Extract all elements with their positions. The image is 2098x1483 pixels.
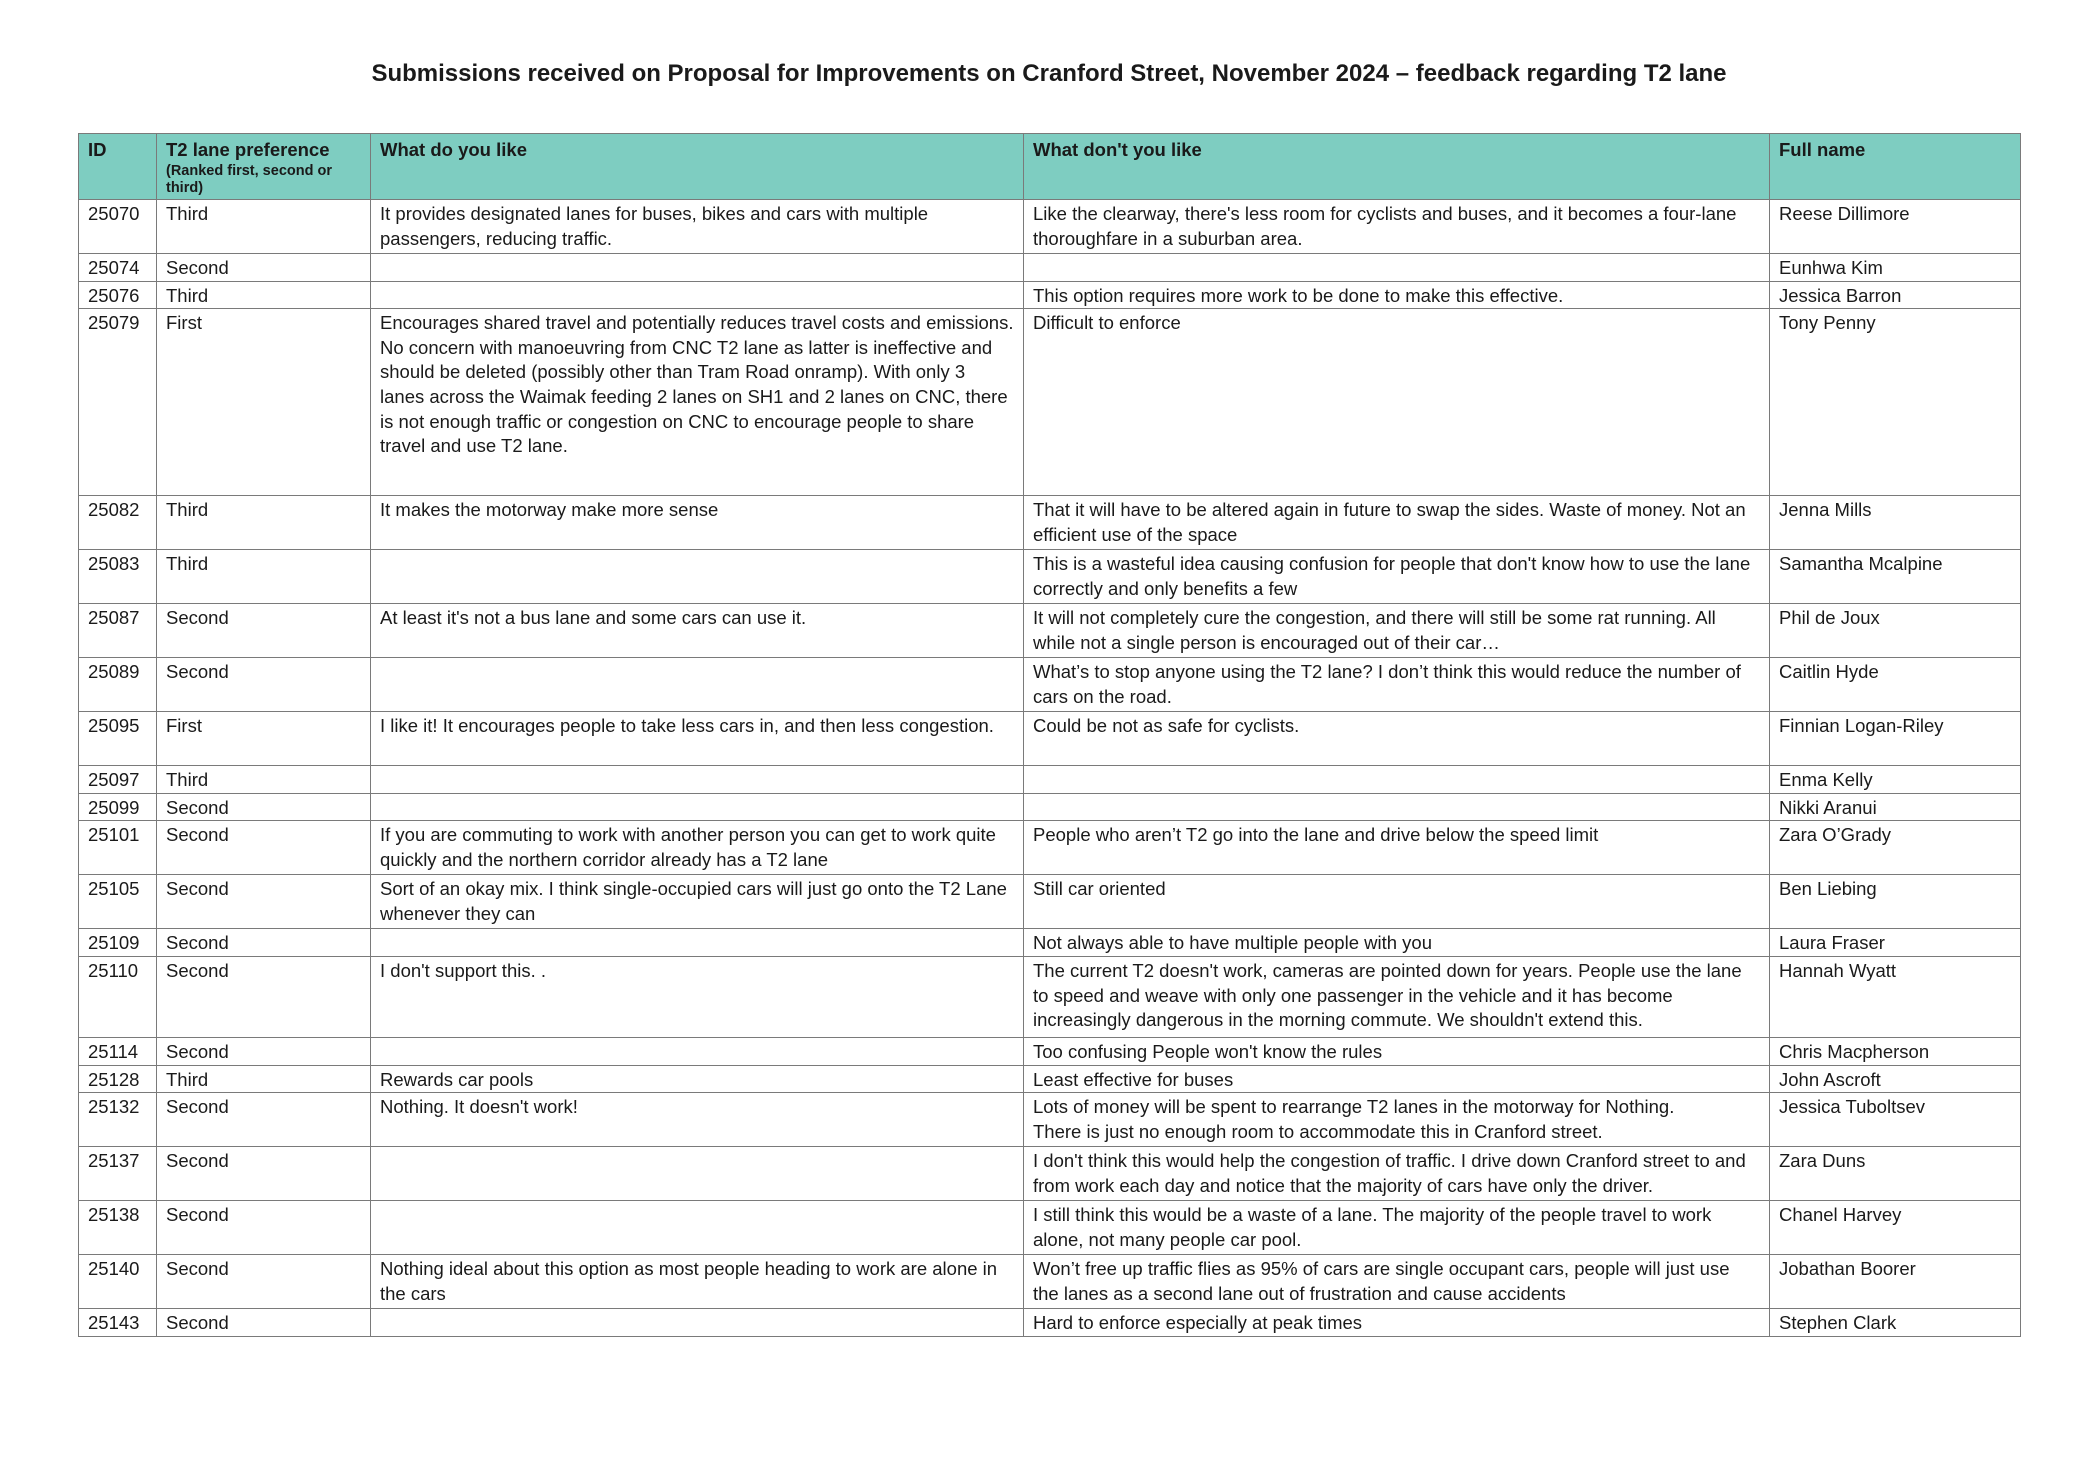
cell-name: Jessica Barron xyxy=(1770,281,2021,309)
table-row xyxy=(79,254,2021,282)
cell-like: I like it! It encourages people to take less cars in, and then less congestion. xyxy=(371,712,1024,766)
cell-preference: Second xyxy=(157,1255,371,1309)
table-row xyxy=(79,281,2021,309)
cell-like: At least it's not a bus lane and some cars can use it. xyxy=(371,604,1024,658)
cell-dislike: Lots of money will be spent to rearrange T2 lanes in the motorway for Nothing. There is just no enough room to accommodate this in Cranford street. xyxy=(1024,1093,1770,1147)
cell-id: 25076 xyxy=(79,281,157,309)
cell-preference: Third xyxy=(157,1065,371,1093)
cell-preference: Second xyxy=(157,793,371,821)
cell-preference: Third xyxy=(157,200,371,254)
cell-id: 25132 xyxy=(79,1093,157,1147)
table-row xyxy=(79,309,2021,496)
table-row xyxy=(79,1093,2021,1147)
cell-preference: Second xyxy=(157,1093,371,1147)
cell-dislike: I don't think this would help the congestion of traffic. I drive down Cranford street to and from work each day and notice that the majority of cars have only the driver. xyxy=(1024,1147,1770,1201)
cell-like: Encourages shared travel and potentially reduces travel costs and emissions. No concern with manoeuvring from CNC T2 lane as latter is ineffective and should be deleted (possibly other than Tram Road onramp). With only 3 lanes across the Waimak feeding 2 lanes on SH1 and 2 lanes on CNC, there is not enough traffic or congestion on CNC to encourage people to share travel and use T2 lane. xyxy=(371,309,1024,496)
cell-dislike: Not always able to have multiple people with you xyxy=(1024,929,1770,957)
header-name: Full name xyxy=(1770,134,2021,200)
cell-preference: Third xyxy=(157,766,371,794)
table-row xyxy=(79,550,2021,604)
cell-name: Enma Kelly xyxy=(1770,766,2021,794)
cell-name: Caitlin Hyde xyxy=(1770,658,2021,712)
header-like: What do you like xyxy=(371,134,1024,200)
cell-name: Nikki Aranui xyxy=(1770,793,2021,821)
cell-dislike: Least effective for buses xyxy=(1024,1065,1770,1093)
table-row xyxy=(79,658,2021,712)
table-row xyxy=(79,1147,2021,1201)
cell-id: 25114 xyxy=(79,1037,157,1065)
cell-name: Ben Liebing xyxy=(1770,875,2021,929)
cell-id: 25074 xyxy=(79,254,157,282)
cell-dislike: Too confusing People won't know the rules xyxy=(1024,1037,1770,1065)
cell-like: It provides designated lanes for buses, bikes and cars with multiple passengers, reducing traffic. xyxy=(371,200,1024,254)
cell-id: 25140 xyxy=(79,1255,157,1309)
cell-like xyxy=(371,254,1024,282)
cell-dislike: People who aren’t T2 go into the lane and drive below the speed limit xyxy=(1024,821,1770,875)
cell-like: Sort of an okay mix. I think single-occupied cars will just go onto the T2 Lane whenever they can xyxy=(371,875,1024,929)
cell-preference: Third xyxy=(157,496,371,550)
cell-like: If you are commuting to work with another person you can get to work quite quickly and the northern corridor already has a T2 lane xyxy=(371,821,1024,875)
cell-name: Reese Dillimore xyxy=(1770,200,2021,254)
cell-preference: Second xyxy=(157,604,371,658)
cell-dislike: That it will have to be altered again in future to swap the sides. Waste of money. Not an efficient use of the space xyxy=(1024,496,1770,550)
header-preference xyxy=(157,134,371,200)
cell-preference: Second xyxy=(157,821,371,875)
cell-dislike: Still car oriented xyxy=(1024,875,1770,929)
table-row xyxy=(79,1037,2021,1065)
table-header-row xyxy=(79,134,2021,200)
submissions-table xyxy=(78,133,2021,1337)
cell-dislike xyxy=(1024,254,1770,282)
cell-preference: Third xyxy=(157,281,371,309)
cell-dislike xyxy=(1024,766,1770,794)
cell-dislike: It will not completely cure the congestion, and there will still be some rat running. All while not a single person is encouraged out of their car… xyxy=(1024,604,1770,658)
cell-dislike: The current T2 doesn't work, cameras are pointed down for years. People use the lane to speed and weave with only one passenger in the vehicle and it has become increasingly dangerous in the morning commute. We shouldn't extend this. xyxy=(1024,956,1770,1037)
cell-preference: First xyxy=(157,712,371,766)
cell-id: 25082 xyxy=(79,496,157,550)
cell-preference: Second xyxy=(157,1147,371,1201)
cell-id: 25087 xyxy=(79,604,157,658)
cell-dislike xyxy=(1024,793,1770,821)
table-row xyxy=(79,956,2021,1037)
cell-like: Nothing. It doesn't work! xyxy=(371,1093,1024,1147)
cell-id: 25079 xyxy=(79,309,157,496)
cell-name: Hannah Wyatt xyxy=(1770,956,2021,1037)
cell-preference: Second xyxy=(157,1037,371,1065)
cell-name: Jessica Tuboltsev xyxy=(1770,1093,2021,1147)
cell-id: 25138 xyxy=(79,1201,157,1255)
cell-dislike: This option requires more work to be done to make this effective. xyxy=(1024,281,1770,309)
table-row xyxy=(79,929,2021,957)
cell-preference: Second xyxy=(157,658,371,712)
cell-preference: Second xyxy=(157,875,371,929)
cell-like: I don't support this. . xyxy=(371,956,1024,1037)
table-row xyxy=(79,1255,2021,1309)
cell-name: Jenna Mills xyxy=(1770,496,2021,550)
page-title: Submissions received on Proposal for Improvements on Cranford Street, November 2024 – feedback regarding T2 lane xyxy=(371,60,1727,87)
cell-like xyxy=(371,766,1024,794)
cell-name: Samantha Mcalpine xyxy=(1770,550,2021,604)
cell-preference: First xyxy=(157,309,371,496)
cell-id: 25143 xyxy=(79,1309,157,1337)
cell-name: Finnian Logan-Riley xyxy=(1770,712,2021,766)
cell-id: 25070 xyxy=(79,200,157,254)
cell-name: Jobathan Boorer xyxy=(1770,1255,2021,1309)
cell-dislike: What’s to stop anyone using the T2 lane? I don’t think this would reduce the number of cars on the road. xyxy=(1024,658,1770,712)
cell-like: It makes the motorway make more sense xyxy=(371,496,1024,550)
cell-id: 25110 xyxy=(79,956,157,1037)
cell-dislike: I still think this would be a waste of a lane. The majority of the people travel to work alone, not many people car pool. xyxy=(1024,1201,1770,1255)
cell-id: 25101 xyxy=(79,821,157,875)
table-row xyxy=(79,793,2021,821)
cell-like xyxy=(371,793,1024,821)
cell-like: Rewards car pools xyxy=(371,1065,1024,1093)
cell-preference: Second xyxy=(157,1201,371,1255)
cell-dislike: Hard to enforce especially at peak times xyxy=(1024,1309,1770,1337)
cell-name: Zara Duns xyxy=(1770,1147,2021,1201)
cell-dislike: Won’t free up traffic flies as 95% of cars are single occupant cars, people will just use the lanes as a second lane out of frustration and cause accidents xyxy=(1024,1255,1770,1309)
cell-like: Nothing ideal about this option as most people heading to work are alone in the cars xyxy=(371,1255,1024,1309)
header-preference-note: (Ranked first, second or third) xyxy=(166,162,332,196)
cell-name: Chris Macpherson xyxy=(1770,1037,2021,1065)
cell-like xyxy=(371,1201,1024,1255)
cell-like xyxy=(371,1309,1024,1337)
cell-id: 25083 xyxy=(79,550,157,604)
cell-name: Phil de Joux xyxy=(1770,604,2021,658)
cell-dislike: Like the clearway, there's less room for cyclists and buses, and it becomes a four-lane thoroughfare in a suburban area. xyxy=(1024,200,1770,254)
cell-id: 25128 xyxy=(79,1065,157,1093)
cell-like xyxy=(371,281,1024,309)
table-row xyxy=(79,766,2021,794)
table-row xyxy=(79,875,2021,929)
cell-preference: Third xyxy=(157,550,371,604)
cell-like xyxy=(371,1147,1024,1201)
table-row xyxy=(79,1309,2021,1337)
table-row xyxy=(79,821,2021,875)
cell-like xyxy=(371,658,1024,712)
cell-id: 25099 xyxy=(79,793,157,821)
cell-like xyxy=(371,1037,1024,1065)
cell-name: Laura Fraser xyxy=(1770,929,2021,957)
table-row xyxy=(79,712,2021,766)
table-row xyxy=(79,604,2021,658)
table-row xyxy=(79,1201,2021,1255)
cell-id: 25137 xyxy=(79,1147,157,1201)
cell-name: Eunhwa Kim xyxy=(1770,254,2021,282)
cell-like xyxy=(371,929,1024,957)
cell-preference: Second xyxy=(157,1309,371,1337)
table-row xyxy=(79,496,2021,550)
cell-name: John Ascroft xyxy=(1770,1065,2021,1093)
cell-id: 25105 xyxy=(79,875,157,929)
cell-id: 25095 xyxy=(79,712,157,766)
table-row xyxy=(79,1065,2021,1093)
cell-preference: Second xyxy=(157,929,371,957)
cell-name: Tony Penny xyxy=(1770,309,2021,496)
cell-dislike: Could be not as safe for cyclists. xyxy=(1024,712,1770,766)
cell-preference: Second xyxy=(157,956,371,1037)
header-id: ID xyxy=(79,134,157,200)
cell-id: 25109 xyxy=(79,929,157,957)
cell-dislike: Difficult to enforce xyxy=(1024,309,1770,496)
cell-name: Stephen Clark xyxy=(1770,1309,2021,1337)
cell-name: Chanel Harvey xyxy=(1770,1201,2021,1255)
header-dislike: What don't you like xyxy=(1024,134,1770,200)
table-row xyxy=(79,200,2021,254)
cell-preference: Second xyxy=(157,254,371,282)
header-preference-label: T2 lane preference xyxy=(166,139,330,160)
cell-like xyxy=(371,550,1024,604)
cell-name: Zara O’Grady xyxy=(1770,821,2021,875)
cell-dislike: This is a wasteful idea causing confusion for people that don't know how to use the lane correctly and only benefits a few xyxy=(1024,550,1770,604)
cell-id: 25097 xyxy=(79,766,157,794)
cell-id: 25089 xyxy=(79,658,157,712)
